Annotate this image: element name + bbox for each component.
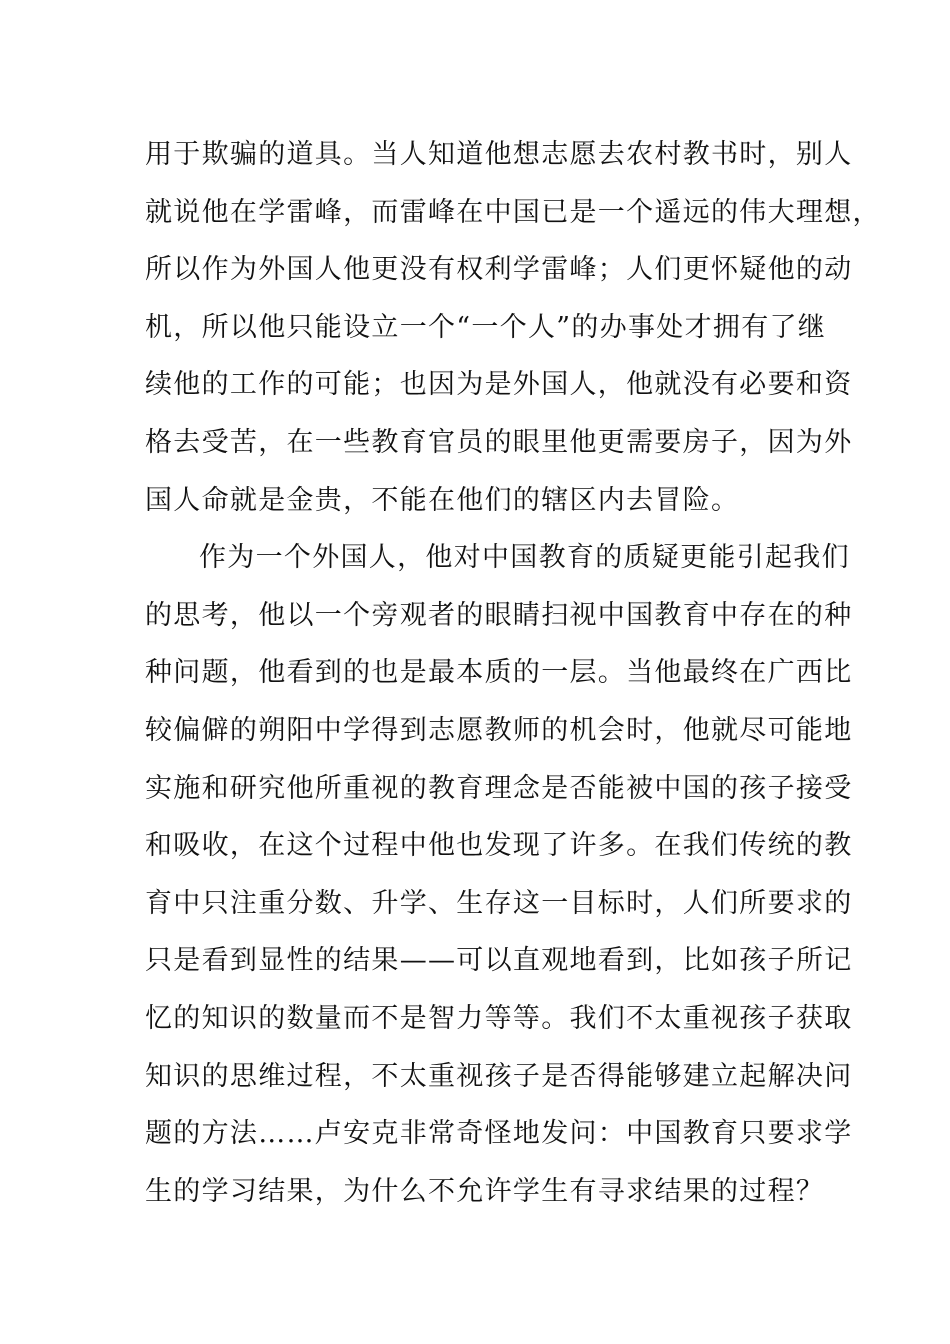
text-line: 忆的知识的数量而不是智力等等。我们不太重视孩子获取 bbox=[145, 1002, 853, 1034]
text-line: 所以作为外国人他更没有权利学雷峰；人们更怀疑他的动 bbox=[145, 254, 853, 286]
text-line: 实施和研究他所重视的教育理念是否能被中国的孩子接受 bbox=[145, 772, 853, 804]
text-line: 的思考，他以一个旁观者的眼睛扫视中国教育中存在的种 bbox=[145, 599, 853, 631]
body-text bbox=[145, 126, 881, 1220]
text-line: 机，所以他只能设立一个“一个人”的办事处才拥有了继 bbox=[145, 311, 827, 343]
text-line: 续他的工作的可能；也因为是外国人，他就没有必要和资 bbox=[145, 369, 853, 401]
text-line: 种问题，他看到的也是最本质的一层。当他最终在广西比 bbox=[145, 657, 853, 689]
text-line: 较偏僻的朔阳中学得到志愿教师的机会时，他就尽可能地 bbox=[145, 714, 853, 746]
paragraph-first-line: 作为一个外国人，他对中国教育的质疑更能引起我们 bbox=[199, 542, 850, 574]
text-line: 格去受苦，在一些教育官员的眼里他更需要房子，因为外 bbox=[145, 426, 853, 458]
text-line: 只是看到显性的结果——可以直观地看到，比如孩子所记 bbox=[145, 945, 853, 977]
text-line: 题的方法……卢安克非常奇怪地发问：中国教育只要求学 bbox=[145, 1118, 853, 1150]
text-line: 用于欺骗的道具。当人知道他想志愿去农村教书时，别人 bbox=[145, 139, 853, 170]
text-line: 国人命就是金贵，不能在他们的辖区内去冒险。 bbox=[145, 484, 740, 516]
text-line: 育中只注重分数、升学、生存这一目标时，人们所要求的 bbox=[145, 887, 853, 919]
text-line: 生的学习结果，为什么不允许学生有寻求结果的过程？ bbox=[145, 1175, 825, 1207]
text-line: 知识的思维过程，不太重视孩子是否得能够建立起解决问 bbox=[145, 1060, 853, 1092]
text-line: 和吸收，在这个过程中他也发现了许多。在我们传统的教 bbox=[145, 830, 853, 862]
text-line: 就说他在学雷峰，而雷峰在中国已是一个遥远的伟大理想， bbox=[145, 196, 881, 228]
